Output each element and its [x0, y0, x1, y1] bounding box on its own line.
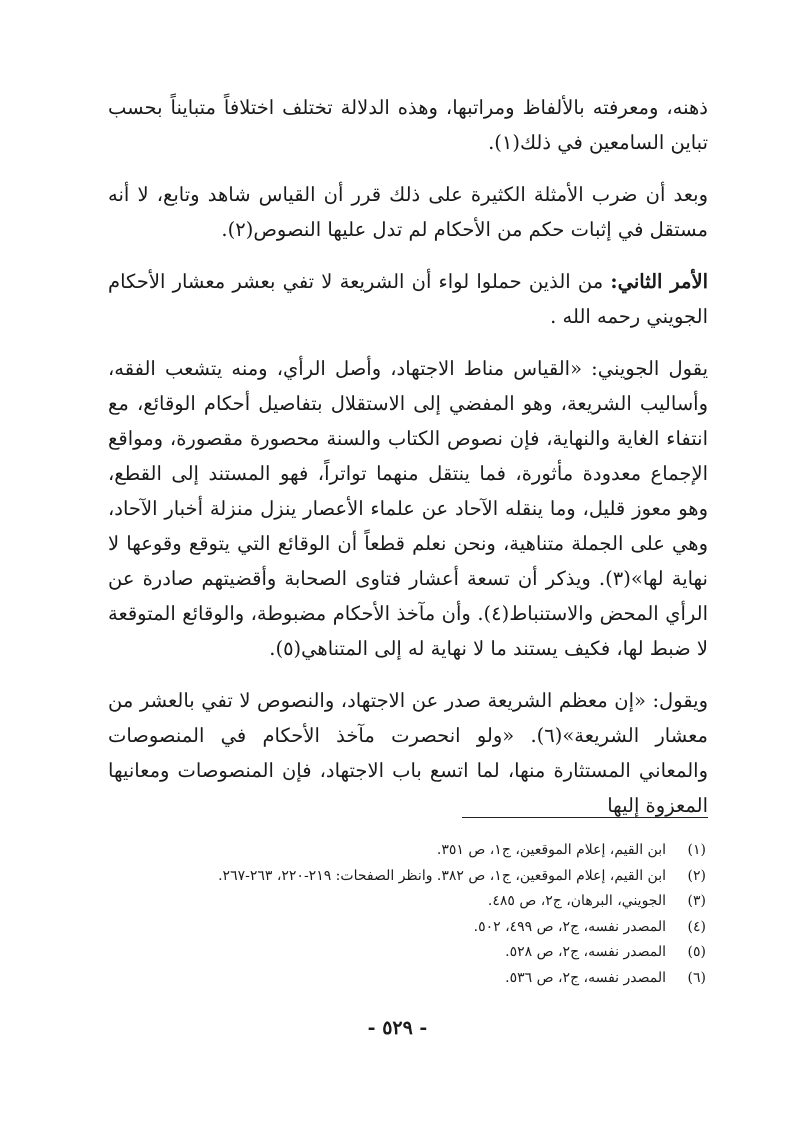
- footnotes: [106, 838, 706, 992]
- paragraph-4: [108, 351, 708, 666]
- footnote-2-number: (٢): [687, 867, 706, 884]
- footnote-6-number: (٦): [687, 969, 706, 986]
- footnote-3-text: الجويني، البرهان، ج٢، ص ٤٨٥.: [487, 893, 666, 910]
- paragraph-3-text: من الذين حملوا لواء أن الشريعة لا تفي بعشر معشار الأحكام الجويني رحمه الله .: [108, 270, 708, 328]
- footnote-3: [106, 889, 706, 915]
- paragraph-5: [108, 683, 708, 823]
- footnote-1-text: ابن القيم، إعلام الموقعين، ج١، ص ٣٥١.: [436, 842, 666, 858]
- paragraph-5-text: ويقول: «إن معظم الشريعة صدر عن الاجتهاد، والنصوص لا تفي بالعشر من معشار الشريعة»(٦). «ولو انحصرت مآخذ الأحكام في المنصوصات والمعاني المستثارة منها، لما اتسع باب الاجتهاد، فإن المنصوصات ومعانيها المعزوة إليها: [108, 689, 708, 817]
- footnote-divider: [462, 817, 708, 818]
- body-text: [108, 90, 708, 840]
- footnote-4: [106, 915, 706, 941]
- footnote-3-number: (٣): [687, 893, 706, 910]
- footnote-6: [106, 966, 706, 992]
- paragraph-4-text: يقول الجويني: «القياس مناط الاجتهاد، وأصل الرأي، ومنه يتشعب الفقه، وأساليب الشريعة، وهو المفضي إلى الاستقلال بتفاصيل أحكام الوقائع، مع انتفاء الغاية والنهاية، فإن نصوص الكتاب والسنة محصورة مقصورة، ومواقع الإجماع معدودة مأثورة، فما ينتقل منهما تواتراً، فهو المستند إلى القطع، وهو معوز قليل، وما ينقله الآحاد عن علماء الأعصار ينزل منزلة أخبار الآحاد، وهي على الجملة متناهية، ونحن نعلم قطعاً أن الوقائع التي يتوقع وقوعها لا نهاية لها»(٣). ويذكر أن تسعة أعشار فتاوى الصحابة وأقضيتهم صادرة عن الرأي المحض والاستنباط(٤). وأن مآخذ الأحكام مضبوطة، والوقائع المتوقعة لا ضبط لها، فكيف يستند ما لا نهاية له إلى المتناهي(٥).: [108, 357, 708, 660]
- page-number: - ٥٢٩ -: [367, 1017, 428, 1039]
- footnote-2-text: ابن القيم، إعلام الموقعين، ج١، ص ٣٨٢. وانظر الصفحات: ٢١٩-٢٢٠، ٢٦٣-٢٦٧.: [218, 867, 666, 884]
- footnote-1-number: (١): [687, 842, 706, 858]
- footnote-5: [106, 940, 706, 966]
- paragraph-3: [108, 264, 708, 334]
- paragraph-2: [108, 177, 708, 247]
- footnote-5-text: المصدر نفسه، ج٢، ص ٥٢٨.: [505, 944, 666, 961]
- footnote-5-number: (٥): [687, 944, 706, 961]
- footnote-2: [106, 864, 706, 890]
- footnote-4-text: المصدر نفسه، ج٢، ص ٤٩٩، ٥٠٢.: [473, 918, 666, 935]
- paragraph-1: [108, 90, 708, 160]
- paragraph-1-text: ذهنه، ومعرفته بالألفاظ ومراتبها، وهذه الدلالة تختلف اختلافاً متبايناً بحسب تباين السامعين في ذلك(١).: [108, 96, 708, 154]
- paragraph-2-text: وبعد أن ضرب الأمثلة الكثيرة على ذلك قرر أن القياس شاهد وتابع، لا أنه مستقل في إثبات حكم من الأحكام لم تدل عليها النصوص(٢).: [108, 183, 708, 241]
- footnote-4-number: (٤): [687, 918, 706, 935]
- paragraph-3-lead: الأمر الثاني:: [610, 270, 708, 293]
- footnote-1: [106, 838, 706, 864]
- footnote-6-text: المصدر نفسه، ج٢، ص ٥٣٦.: [505, 969, 666, 986]
